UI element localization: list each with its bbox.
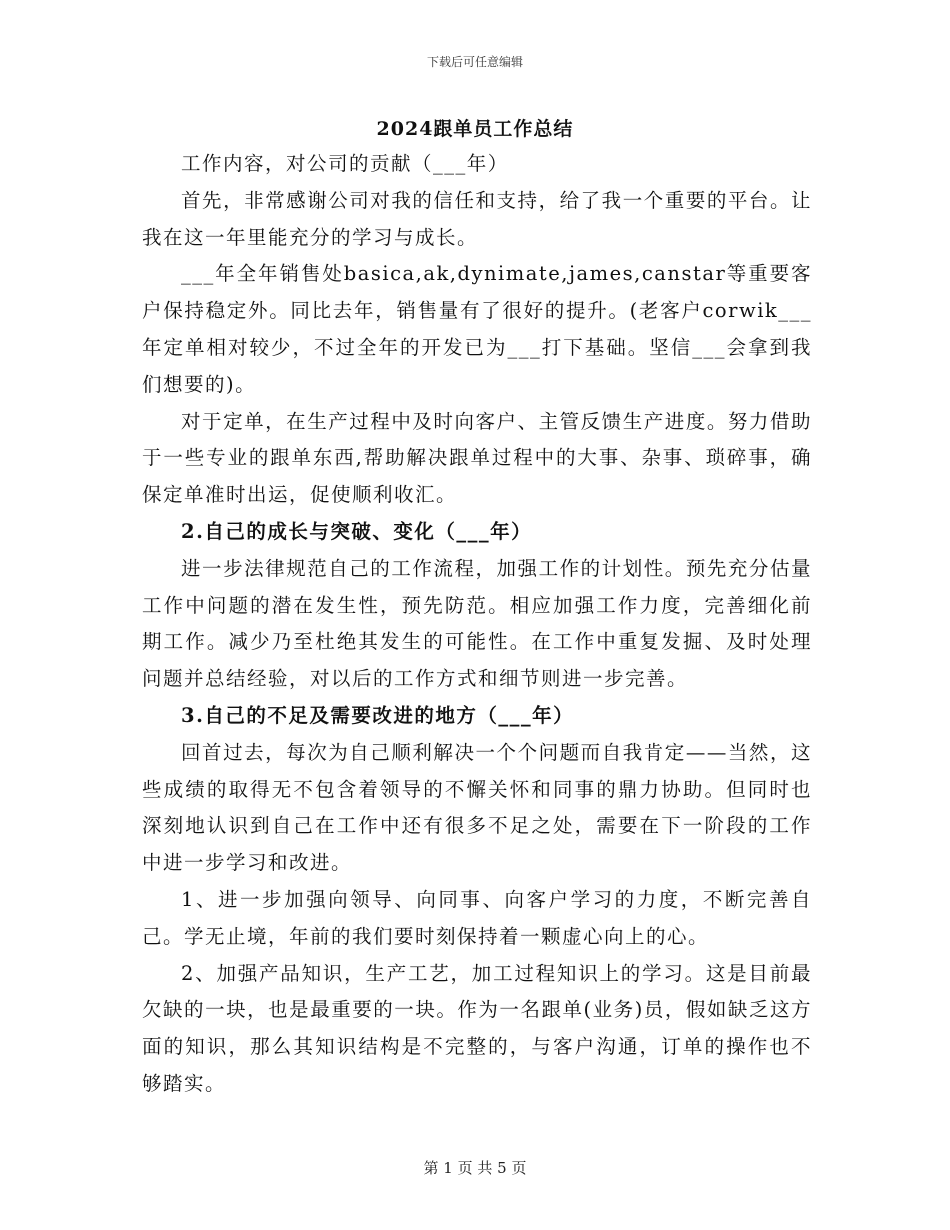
list-item-2: 2、加强产品知识，生产工艺，加工过程知识上的学习。这是目前最欠缺的一块，也是最重要的一块。作为一名跟单(业务)员，假如缺乏这方面的知识，那么其知识结构是不完整的，与客户沟通，订单的操作也不够踏实。 [142,961,812,1095]
section-heading-growth: 2.自己的成长与突破、变化（___年） [181,519,533,543]
paragraph-orders: 对于定单，在生产过程中及时向客户、主管反馈生产进度。努力借助于一些专业的跟单东西,帮助解决跟单过程中的大事、杂事、琐碎事，确保定单准时出运，促使顺利收汇。 [142,409,812,507]
paragraph-reflection: 回首过去，每次为自己顺利解决一个个问题而自我肯定——当然，这些成绩的取得无不包含着领导的不懈关怀和同事的鼎力协助。但同时也深刻地认识到自己在工作中还有很多不足之处，需要在下一阶段的工作中进一步学习和改进。 [142,740,812,875]
list-item-1: 1、进一步加强向领导、向同事、向客户学习的力度，不断完善自己。学无止境，年前的我们要时刻保持着一颗虚心向上的心。 [142,887,812,948]
paragraph-sales: ___年全年销售处basica,ak,dynimate,james,canstar等重要客户保持稳定外。同比去年，销售量有了很好的提升。(老客户corwik___年定单相对较少，不过全年的开发已为___打下基础。坚信___会拿到我们想要的)。 [142,262,812,396]
section-heading-contribution: 工作内容，对公司的贡献（___年） [181,152,509,175]
paragraph-growth: 进一步法律规范自己的工作流程，加强工作的计划性。预先充分估量工作中问题的潜在发生性，预先防范。相应加强工作力度，完善细化前期工作。减少乃至杜绝其发生的可能性。在工作中重复发掘、及时处理问题并总结经验，对以后的工作方式和细节则进一步完善。 [142,556,812,691]
header-note: 下载后可任意编辑 [426,55,523,69]
page-number: 第 1 页 共 5 页 [423,1159,527,1177]
document-title: 2024跟单员工作总结 [376,118,574,140]
paragraph-gratitude: 首先，非常感谢公司对我的信任和支持，给了我一个重要的平台。让我在这一年里能充分的学习与成长。 [142,188,812,249]
section-heading-shortcomings: 3.自己的不足及需要改进的地方（___年） [181,703,575,727]
document-body [142,146,812,1103]
